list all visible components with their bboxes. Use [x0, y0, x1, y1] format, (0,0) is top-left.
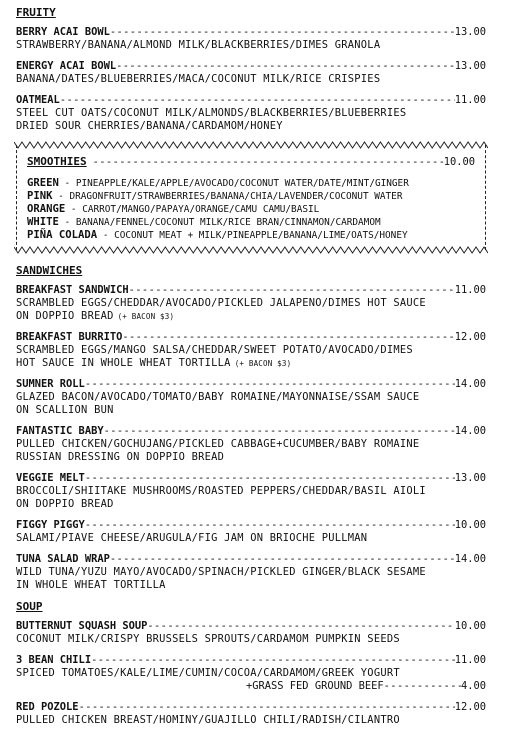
description-text: PULLED CHICKEN BREAST/HOMINY/GUAJILLO CHILI/RADISH/CILANTRO — [16, 714, 400, 726]
soup-list — [16, 620, 486, 727]
smoothie-name: WHITE — [27, 216, 59, 228]
menu-item-header — [16, 378, 486, 391]
description-text: SCRAMBLED EGGS/CHEDDAR/AVOCADO/PICKLED JALAPENO/DIMES HOT SAUCE — [16, 297, 426, 309]
menu-item-description — [16, 39, 486, 52]
description-text: ON DOPPIO BREAD — [16, 310, 114, 322]
menu-item-description — [16, 297, 486, 310]
description-text: SALAMI/PIAVE CHEESE/ARUGULA/FIG JAM ON BRIOCHE PULLMAN — [16, 532, 368, 544]
menu-item-name: FANTASTIC BABY — [16, 425, 104, 437]
menu-item-description — [16, 532, 486, 545]
dot-leader — [129, 284, 455, 297]
menu-item — [16, 94, 486, 133]
add-on-note: (+ BACON $3) — [117, 312, 175, 321]
smoothie-name: PIÑA COLADA — [27, 229, 98, 241]
menu-item-header — [16, 26, 486, 39]
menu-item-name: SUMNER ROLL — [16, 378, 85, 390]
add-on-price: 4.00 — [460, 680, 486, 692]
menu-item-price: 14.00 — [454, 553, 486, 565]
menu-item-name: BERRY ACAI BOWL — [16, 26, 110, 38]
menu-item-header — [16, 472, 486, 485]
menu-item-description — [16, 579, 486, 592]
menu-item-header — [16, 553, 486, 566]
smoothies-header — [27, 155, 475, 169]
menu-item-price: 12.00 — [454, 701, 486, 713]
description-text: SCRAMBLED EGGS/MANGO SALSA/CHEDDAR/SWEET POTATO/AVOCADO/DIMES — [16, 344, 413, 356]
menu-item-price: 11.00 — [454, 94, 486, 106]
menu-item — [16, 620, 486, 646]
zigzag-border-bottom — [14, 246, 488, 254]
menu-item-header — [16, 654, 486, 667]
menu-item — [16, 472, 486, 511]
menu-item-description — [16, 438, 486, 451]
menu-item-name: RED POZOLE — [16, 701, 79, 713]
dot-leader — [110, 26, 455, 39]
menu-item-price: 14.00 — [454, 378, 486, 390]
dot-leader — [104, 425, 455, 438]
add-on-label: +GRASS FED GROUND BEEF — [246, 680, 384, 692]
menu — [16, 6, 486, 735]
menu-item-description — [16, 633, 486, 646]
dot-leader — [91, 654, 455, 667]
menu-item — [16, 60, 486, 86]
description-text: COCONUT MILK/CRISPY BRUSSELS SPROUTS/CARDAMOM PUMPKIN SEEDS — [16, 633, 400, 645]
menu-item-header — [16, 519, 486, 532]
menu-item-description — [16, 107, 486, 120]
menu-item — [16, 519, 486, 545]
menu-item-name: BREAKFAST SANDWICH — [16, 284, 129, 296]
menu-item-price: 10.00 — [454, 620, 486, 632]
menu-item — [16, 284, 486, 323]
menu-item-description — [16, 404, 486, 417]
menu-item — [16, 378, 486, 417]
section-heading-smoothies: SMOOTHIES — [27, 155, 87, 168]
menu-item-price: 13.00 — [454, 472, 486, 484]
section-heading-soup: SOUP — [16, 600, 43, 613]
description-text: PULLED CHICKEN/GOCHUJANG/PICKLED CABBAGE+CUCUMBER/BABY ROMAINE — [16, 438, 420, 450]
menu-item-description — [16, 391, 486, 404]
menu-item-header — [16, 94, 486, 107]
description-text: STRAWBERRY/BANANA/ALMOND MILK/BLACKBERRIES/DIMES GRANOLA — [16, 39, 381, 51]
menu-item-price: 13.00 — [454, 60, 486, 72]
smoothie-item — [27, 203, 475, 216]
menu-item-description — [16, 566, 486, 579]
menu-item-header — [16, 425, 486, 438]
smoothie-list — [27, 177, 475, 242]
description-text: STEEL CUT OATS/COCONUT MILK/ALMONDS/BLACKBERRIES/BLUEBERRIES — [16, 107, 407, 119]
section-heading-fruity: FRUITY — [16, 6, 56, 19]
dot-leader — [384, 680, 461, 693]
menu-item — [16, 553, 486, 592]
description-text: HOT SAUCE IN WHOLE WHEAT TORTILLA — [16, 357, 231, 369]
dot-leader — [93, 156, 444, 169]
menu-item-price: 11.00 — [454, 284, 486, 296]
menu-item-price: 14.00 — [454, 425, 486, 437]
smoothies-price: 10.00 — [443, 156, 475, 168]
menu-item-name: ENERGY ACAI BOWL — [16, 60, 117, 72]
menu-item — [16, 331, 486, 370]
fruity-list — [16, 26, 486, 133]
menu-item-price: 10.00 — [454, 519, 486, 531]
menu-item — [16, 425, 486, 464]
dot-leader — [122, 331, 454, 344]
smoothie-name: ORANGE — [27, 203, 66, 215]
menu-item-price: 13.00 — [454, 26, 486, 38]
dot-leader — [79, 701, 455, 714]
add-on-line — [16, 680, 486, 693]
dot-leader — [110, 553, 455, 566]
menu-item-header — [16, 60, 486, 73]
dot-leader — [85, 472, 455, 485]
menu-item-description — [16, 120, 486, 133]
menu-item-description — [16, 485, 486, 498]
menu-item-description — [16, 344, 486, 357]
description-text: DRIED SOUR CHERRIES/BANANA/CARDAMOM/HONEY — [16, 120, 283, 132]
smoothie-ingredients: - COCONUT MEAT + MILK/PINEAPPLE/BANANA/LIME/OATS/HONEY — [97, 230, 408, 241]
menu-item-description — [16, 667, 486, 680]
menu-item-description — [16, 73, 486, 86]
menu-item-header — [16, 701, 486, 714]
smoothie-name: PINK — [27, 190, 53, 202]
add-on-note: (+ BACON $3) — [234, 359, 292, 368]
menu-item — [16, 701, 486, 727]
menu-item-description — [16, 357, 486, 370]
menu-item-name: BREAKFAST BURRITO — [16, 331, 123, 343]
menu-item-description — [16, 310, 486, 323]
description-text: ON DOPPIO BREAD — [16, 498, 114, 510]
menu-item-name: BUTTERNUT SQUASH SOUP — [16, 620, 148, 632]
menu-item-header — [16, 284, 486, 297]
menu-item-header — [16, 331, 486, 344]
smoothie-item — [27, 177, 475, 190]
menu-item-description — [16, 498, 486, 511]
zigzag-border-top — [14, 141, 488, 149]
description-text: GLAZED BACON/AVOCADO/TOMATO/BABY ROMAINE/MAYONNAISE/SSAM SAUCE — [16, 391, 420, 403]
description-text: WILD TUNA/YUZU MAYO/AVOCADO/SPINACH/PICKLED GINGER/BLACK SESAME — [16, 566, 426, 578]
description-text: ON SCALLION BUN — [16, 404, 114, 416]
dot-leader — [60, 94, 455, 107]
menu-item-description — [16, 714, 486, 727]
sandwich-list — [16, 284, 486, 592]
description-text: IN WHOLE WHEAT TORTILLA — [16, 579, 166, 591]
menu-item-name: FIGGY PIGGY — [16, 519, 85, 531]
description-text: SPICED TOMATOES/KALE/LIME/CUMIN/COCOA/CARDAMOM/GREEK YOGURT — [16, 667, 400, 679]
dot-leader — [147, 620, 454, 633]
description-text: BROCCOLI/SHIITAKE MUSHROOMS/ROASTED PEPPERS/CHEDDAR/BASIL AIOLI — [16, 485, 426, 497]
menu-item-name: VEGGIE MELT — [16, 472, 85, 484]
smoothie-item — [27, 229, 475, 242]
menu-item-price: 11.00 — [454, 654, 486, 666]
smoothie-item — [27, 216, 475, 229]
menu-item-price: 12.00 — [454, 331, 486, 343]
menu-item-description — [16, 451, 486, 464]
smoothie-item — [27, 190, 475, 203]
smoothies-box — [16, 145, 486, 250]
menu-item-name: OATMEAL — [16, 94, 60, 106]
menu-item-header — [16, 620, 486, 633]
menu-item-name: TUNA SALAD WRAP — [16, 553, 110, 565]
dot-leader — [85, 378, 455, 391]
description-text: BANANA/DATES/BLUEBERRIES/MACA/COCONUT MILK/RICE CRISPIES — [16, 73, 381, 85]
section-heading-sandwiches: SANDWICHES — [16, 264, 83, 277]
dot-leader — [85, 519, 455, 532]
description-text: RUSSIAN DRESSING ON DOPPIO BREAD — [16, 451, 225, 463]
smoothie-ingredients: - CARROT/MANGO/PAPAYA/ORANGE/CAMU CAMU/BASIL — [65, 204, 320, 215]
menu-item — [16, 654, 486, 693]
smoothie-name: GREEN — [27, 177, 59, 189]
smoothie-ingredients: - BANANA/FENNEL/COCONUT MILK/RICE BRAN/CINNAMON/CARDAMOM — [58, 217, 381, 228]
menu-item-name: 3 BEAN CHILI — [16, 654, 92, 666]
menu-item — [16, 26, 486, 52]
smoothie-ingredients: - DRAGONFRUIT/STRAWBERRIES/BANANA/CHIA/LAVENDER/COCONUT WATER — [52, 191, 403, 202]
smoothie-ingredients: - PINEAPPLE/KALE/APPLE/AVOCADO/COCONUT WATER/DATE/MINT/GINGER — [58, 178, 409, 189]
dot-leader — [116, 60, 455, 73]
